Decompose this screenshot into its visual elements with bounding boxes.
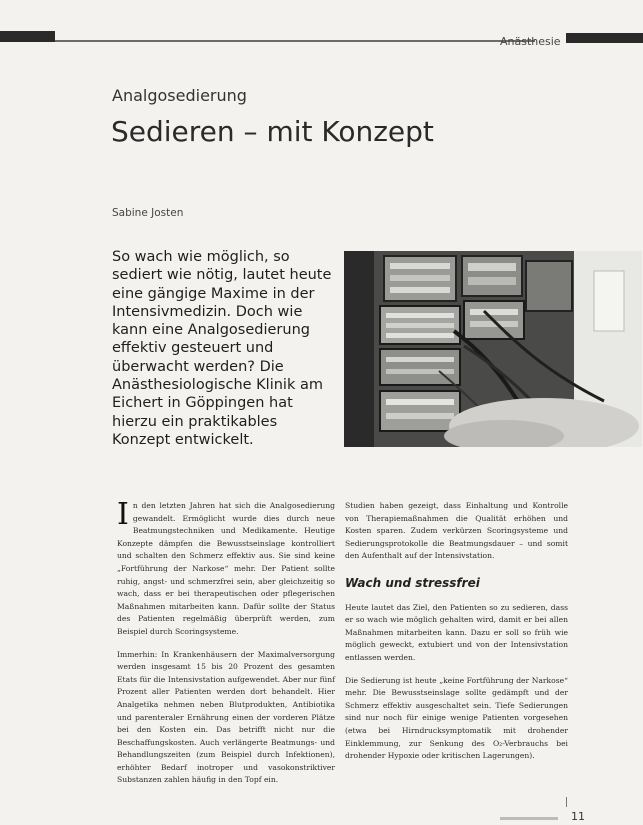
body-text: n den letzten Jahren hat sich die Analgosedierung gewandelt. Ermöglicht wurde dies durch neue Beatmungstechniken und Medikamente. Heutige Konzepte dämpfen die Bewusstseinslage kontrolliert und schalten den Schmerz effektiv aus. Sie sind keine „Fortführung der Narkose“ mehr. Der Patient sollte ruhig, angst- und schmerzfrei sein, aber gleichzeitig so wach, dass er bei therapeutischen oder pflegerischen Maßnahmen mitarbeiten kann. Dafür sollte der Status des Patienten regelmäßig überprüft werden, zum Beispiel durch Scoringsysteme. (117, 501, 335, 636)
dropcap: I (117, 497, 129, 532)
footer-rule (500, 817, 558, 820)
body-paragraph (117, 497, 335, 639)
body-paragraph: Studien haben gezeigt, dass Einhaltung und Kontrolle von Therapiemaßnahmen die Qualität erhöhen und Kosten sparen. Zudem verkürzen Scoringsysteme und Sedierungsprotokolle die Beatmungsdauer – und somit den Aufenthalt auf der Intensivstation. (345, 501, 568, 561)
header-bar-right (566, 33, 643, 43)
body-column-left (117, 497, 335, 797)
page-number: 11 (571, 810, 585, 823)
section-subheading: Wach und stressfrei (345, 575, 480, 590)
equipment-photo-illustration (344, 251, 642, 447)
header-rule (55, 40, 535, 42)
intensive-care-equipment-photo (344, 251, 642, 447)
body-paragraph: Heute lautet das Ziel, den Patienten so zu sedieren, dass er so wach wie möglich gehalten wird, damit er bei allen Maßnahmen mitarbeiten kann. Dazu er soll so früh wie möglich geweckt, extubiert und von der Intensivstation entlassen werden. (345, 602, 568, 662)
article-kicker: Analgosedierung (112, 86, 247, 105)
body-column-right (345, 500, 568, 773)
article-lead: So wach wie möglich, so sediert wie nötig, lautet heute eine gängige Maxime in der Intensivmedizin. Doch wie kann eine Analgosedierung effektiv gesteuert und überwacht werden? Die Anästhesiologische Klinik am Eichert in Göppingen hat hierzu ein praktikables Konzept entwickelt. (112, 249, 332, 448)
crop-mark (566, 797, 567, 807)
header-bar-left (0, 31, 55, 42)
article-title: Sedieren – mit Konzept (111, 115, 434, 148)
article-author: Sabine Josten (112, 207, 184, 219)
section-tag: Anästhesie (500, 35, 561, 48)
body-paragraph: Die Sedierung ist heute „keine Fortführung der Narkose“ mehr. Die Bewusstseinslage sollte gedämpft und der Schmerz effektiv ausgeschaltet sein. Tiefe Sedierungen sind nur noch für einige wenige Patienten vorgesehen (etwa bei Hirndrucksymptomatik mit drohender Einklemmung, zur Senkung des O₂-Verbrauchs bei drohender Hypoxie oder kritischen Lagerungen). (345, 675, 568, 761)
body-paragraph: Immerhin: In Krankenhäusern der Maximalversorgung werden insgesamt 15 bis 20 Prozent des gesamten Etats für die Intensivstation aufgewendet. Aber nur fünf Prozent aller Patienten werden dort behandelt. Hier Analgetika nehmen neben Blutprodukten, Antibiotika und parenteraler Ernährung einen der vorderen Plätze bei den Kosten ein. Das betrifft nicht nur die Beschaffungskosten. Auch verlängerte Beatmungs- und Behandlungszeiten (zum Beispiel durch Infektionen), erhöhter Bedarf inotroper und vasokonstriktiver Substanzen zahlen häufig in den Topf ein. (117, 649, 335, 785)
